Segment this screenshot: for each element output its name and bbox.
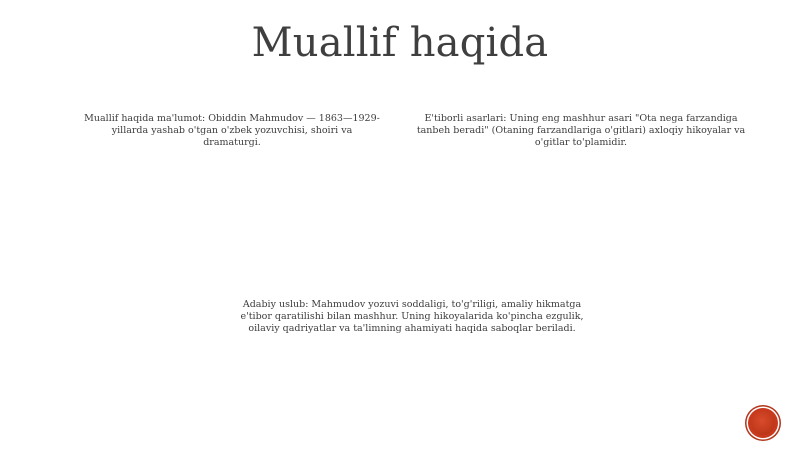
notable-works-text: E'tiborli asarlari: Uning eng mashhur asari "Ota nega farzandiga tanbeh beradi" (Otaning farzandlariga o'gitlari) axloqiy hikoyalar va o'gitlar to'plamidir. <box>416 113 746 148</box>
literary-style-text: Adabiy uslub: Mahmudov yozuvi soddaligi, to'g'riligi, amaliy hikmatga e'tibor qaratilishi bilan mashhur. Uning hikoyalarida ko'pincha ezgulik, oilaviy qadriyatlar va ta'limning ahamiyati haqida saboqlar beriladi. <box>240 299 584 334</box>
next-slide-button[interactable] <box>748 408 778 438</box>
slide-title: Muallif haqida <box>251 20 549 66</box>
author-info-text: Muallif haqida ma'lumot: Obiddin Mahmudov — 1863—1929-yillarda yashab o'tgan o'zbek yozuvchisi, shoiri va dramaturgi. <box>84 113 380 148</box>
next-slide-circle-icon <box>751 411 775 435</box>
